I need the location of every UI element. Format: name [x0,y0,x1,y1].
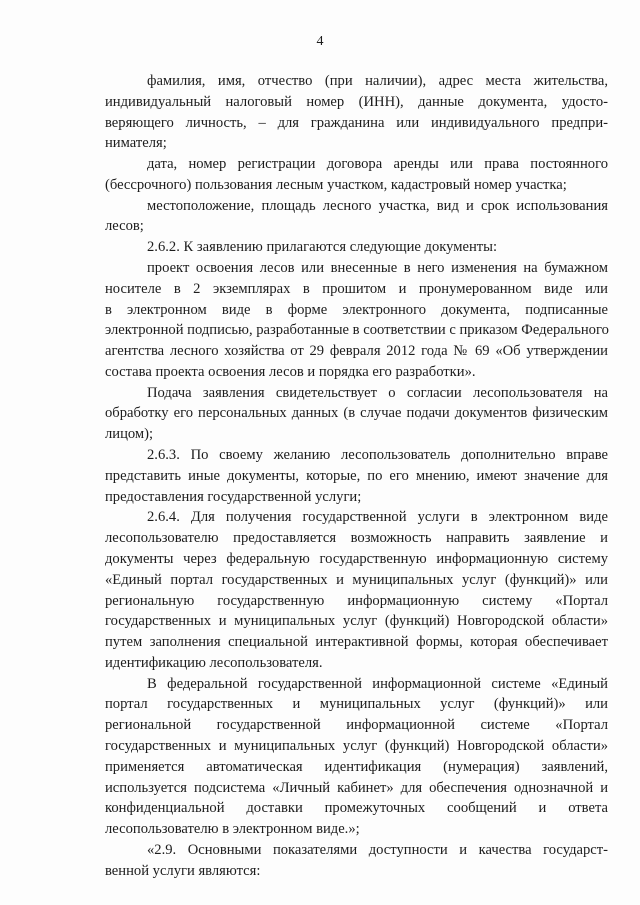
text-line: лесопользователю в электронном виде.»; [105,821,360,837]
text-line: 2.6.2. К заявлению прилагаются следующие документы: [147,239,498,255]
text-line: конфиденциальной доставки промежуточных сообщений и ответа [105,800,608,816]
text-line: обработку его персональных данных (в случае подачи документов физическим [105,405,608,421]
text-line: предоставления государственной услуги; [105,489,362,505]
text-line: нимателя; [105,135,167,151]
text-line: электронной подписью, разработанные в соответствии с приказом Федерального [105,322,609,338]
page-number: 4 [316,34,324,49]
text-line: лесов; [105,218,144,234]
text-line: дата, номер регистрации договора аренды или права постоянного [147,156,608,172]
text-line: индивидуальный налоговый номер (ИНН), данные документа, удосто- [105,94,608,110]
text-line: веряющего личность, – для гражданина или индивидуального предпри- [105,115,608,131]
text-line: представить иные документы, которые, по его мнению, имеют значение для [105,468,608,484]
text-line: используется подсистема «Личный кабинет» для обеспечения однозначной и [105,780,608,796]
text-line: «2.9. Основными показателями доступности и качества государст- [147,842,608,858]
text-line: региональной государственной информационной системе «Портал [105,717,608,733]
text-line: местоположение, площадь лесного участка, вид и срок использования [147,198,608,214]
text-line: фамилия, имя, отчество (при наличии), адрес места жительства, [147,73,608,89]
text-line: агентства лесного хозяйства от 29 февраля 2012 года № 69 «Об утверждении [105,343,608,359]
text-line: «Единый портал государственных и муниципальных услуг (функций)» или [105,572,608,588]
text-line: 2.6.3. По своему желанию лесопользователь дополнительно вправе [147,447,608,463]
text-line: портал государственных и муниципальных услуг (функций)» или [105,696,608,712]
text-line: региональную государственную информационную систему «Портал [105,593,608,609]
text-line: В федеральной государственной информационной системе «Единый [147,676,608,692]
text-line: венной услуги являются: [105,863,261,879]
text-line: Подача заявления свидетельствует о согласии лесопользователя на [147,385,608,401]
text-line: идентификацию лесопользователя. [105,655,323,671]
text-line: 2.6.4. Для получения государственной услуги в электронном виде [147,509,608,525]
text-line: в электронном виде в форме электронного документа, подписанные [105,302,608,318]
text-line: применяется автоматическая идентификация (нумерация) заявлений, [105,759,608,775]
text-line: (бессрочного) пользования лесным участком, кадастровый номер участка; [105,177,567,193]
text-line: проект освоения лесов или внесенные в него изменения на бумажном [147,260,608,276]
text-line: государственных и муниципальных услуг (функций) Новгородской области» [105,738,608,754]
text-line: состава проекта освоения лесов и порядка его разработки». [105,364,476,380]
text-line: лесопользователю предоставляется возможность направить заявление и [105,530,608,546]
text-line: носителе в 2 экземплярах в прошитом и пронумерованном виде или [105,281,608,297]
text-line: государственных и муниципальных услуг (функций) Новгородской области» [105,613,608,629]
text-line: лицом); [105,426,154,442]
text-line: документы через федеральную государственную информационную систему [105,551,608,567]
text-line: путем заполнения специальной интерактивной формы, которая обеспечивает [105,634,608,650]
